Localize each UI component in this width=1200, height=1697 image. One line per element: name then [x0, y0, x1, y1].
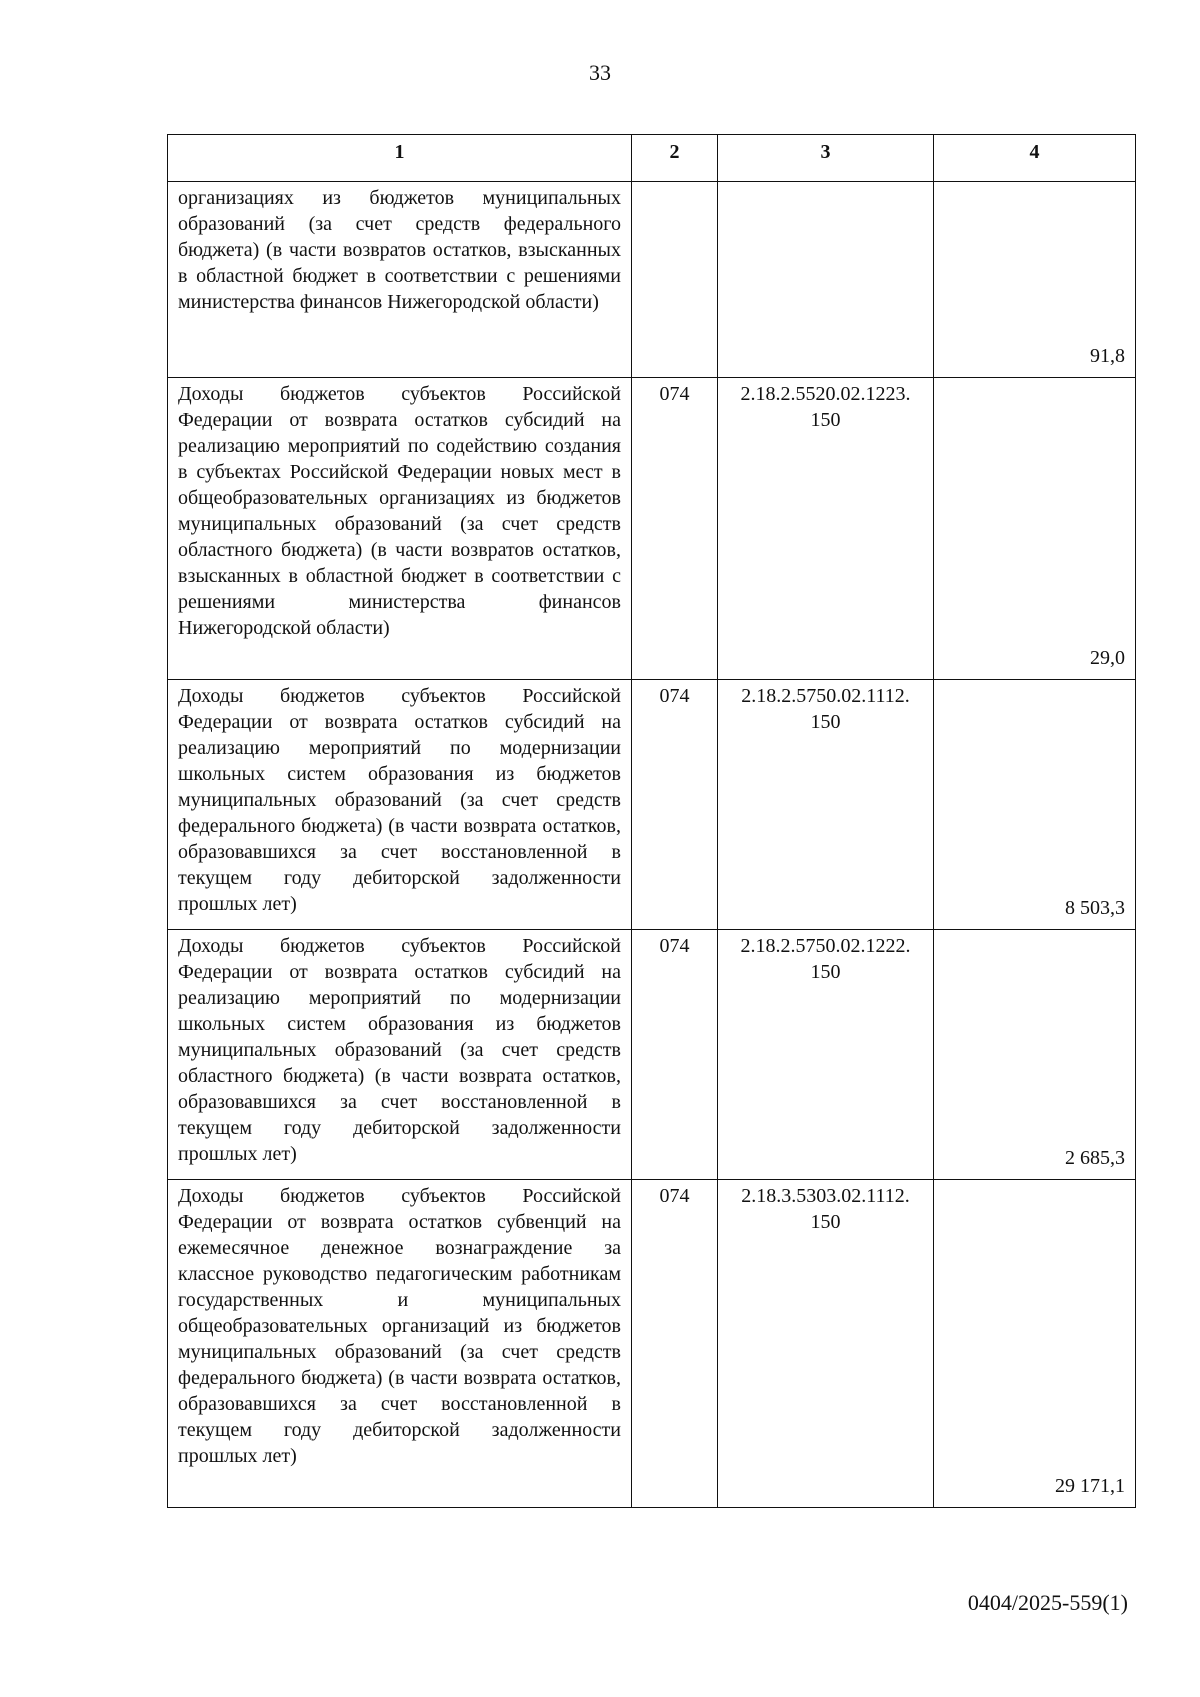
budget-code-suffix: 150	[810, 1211, 841, 1233]
row-budget-code	[718, 930, 934, 1180]
row-description: Доходы бюджетов субъектов Российской Федерации от возврата остатков субсидий на реализацию мероприятий по содействию создания в субъектах Российской Федерации новых мест в общеобразовательных организациях из бюджетов муниципальных образований (за счет средств областного бюджета) (в части возвратов остатков, взысканных в областной бюджет в соответствии с решениями министерства финансов Нижегородской области)	[168, 378, 632, 680]
row-admin-code: 074	[632, 1180, 718, 1508]
column-header-3: 3	[718, 135, 934, 182]
budget-code-suffix: 150	[810, 711, 841, 733]
table-row	[168, 930, 1136, 1180]
row-admin-code: 074	[632, 930, 718, 1180]
table-header-row	[168, 135, 1136, 182]
row-amount: 2 685,3	[934, 930, 1136, 1180]
budget-code-line: 2.18.2.5520.02.1223.	[740, 383, 911, 405]
row-budget-code	[718, 1180, 934, 1508]
table-row	[168, 182, 1136, 378]
document-reference-number: 0404/2025-559(1)	[967, 1590, 1128, 1615]
budget-code-suffix: 150	[810, 409, 841, 431]
row-admin-code: 074	[632, 378, 718, 680]
row-description: организациях из бюджетов муниципальных образований (за счет средств федерального бюджета) (в части возвратов остатков, взысканных в областной бюджет в соответствии с решениями министерства финансов Нижегородской области)	[168, 182, 632, 378]
row-amount: 91,8	[934, 182, 1136, 378]
table-row	[168, 378, 1136, 680]
table-row	[168, 680, 1136, 930]
row-admin-code	[632, 182, 718, 378]
row-amount: 29 171,1	[934, 1180, 1136, 1508]
budget-code-suffix: 150	[810, 961, 841, 983]
budget-table	[167, 134, 1136, 1508]
row-description: Доходы бюджетов субъектов Российской Федерации от возврата остатков субсидий на реализацию мероприятий по модернизации школьных систем образования из бюджетов муниципальных образований (за счет средств федерального бюджета) (в части возврата остатков, образовавшихся за счет восстановленной в текущем году дебиторской задолженности прошлых лет)	[168, 680, 632, 930]
budget-code-line: 2.18.3.5303.02.1112.	[741, 1185, 910, 1207]
row-description: Доходы бюджетов субъектов Российской Федерации от возврата остатков субвенций на ежемесячное денежное вознаграждение за классное руководство педагогическим работникам государственных и муниципальных общеобразовательных организаций из бюджетов муниципальных образований (за счет средств федерального бюджета) (в части возврата остатков, образовавшихся за счет восстановленной в текущем году дебиторской задолженности прошлых лет)	[168, 1180, 632, 1508]
column-header-2: 2	[632, 135, 718, 182]
row-amount: 8 503,3	[934, 680, 1136, 930]
row-amount: 29,0	[934, 378, 1136, 680]
budget-code-line: 2.18.2.5750.02.1112.	[741, 685, 910, 707]
row-admin-code: 074	[632, 680, 718, 930]
row-budget-code	[718, 182, 934, 378]
row-budget-code	[718, 378, 934, 680]
budget-code-line: 2.18.2.5750.02.1222.	[740, 935, 911, 957]
table-row	[168, 1180, 1136, 1508]
column-header-4: 4	[934, 135, 1136, 182]
row-description: Доходы бюджетов субъектов Российской Федерации от возврата остатков субсидий на реализацию мероприятий по модернизации школьных систем образования из бюджетов муниципальных образований (за счет средств областного бюджета) (в части возврата остатков, образовавшихся за счет восстановленной в текущем году дебиторской задолженности прошлых лет)	[168, 930, 632, 1180]
page-number: 33	[589, 60, 611, 85]
column-header-1: 1	[168, 135, 632, 182]
row-budget-code	[718, 680, 934, 930]
